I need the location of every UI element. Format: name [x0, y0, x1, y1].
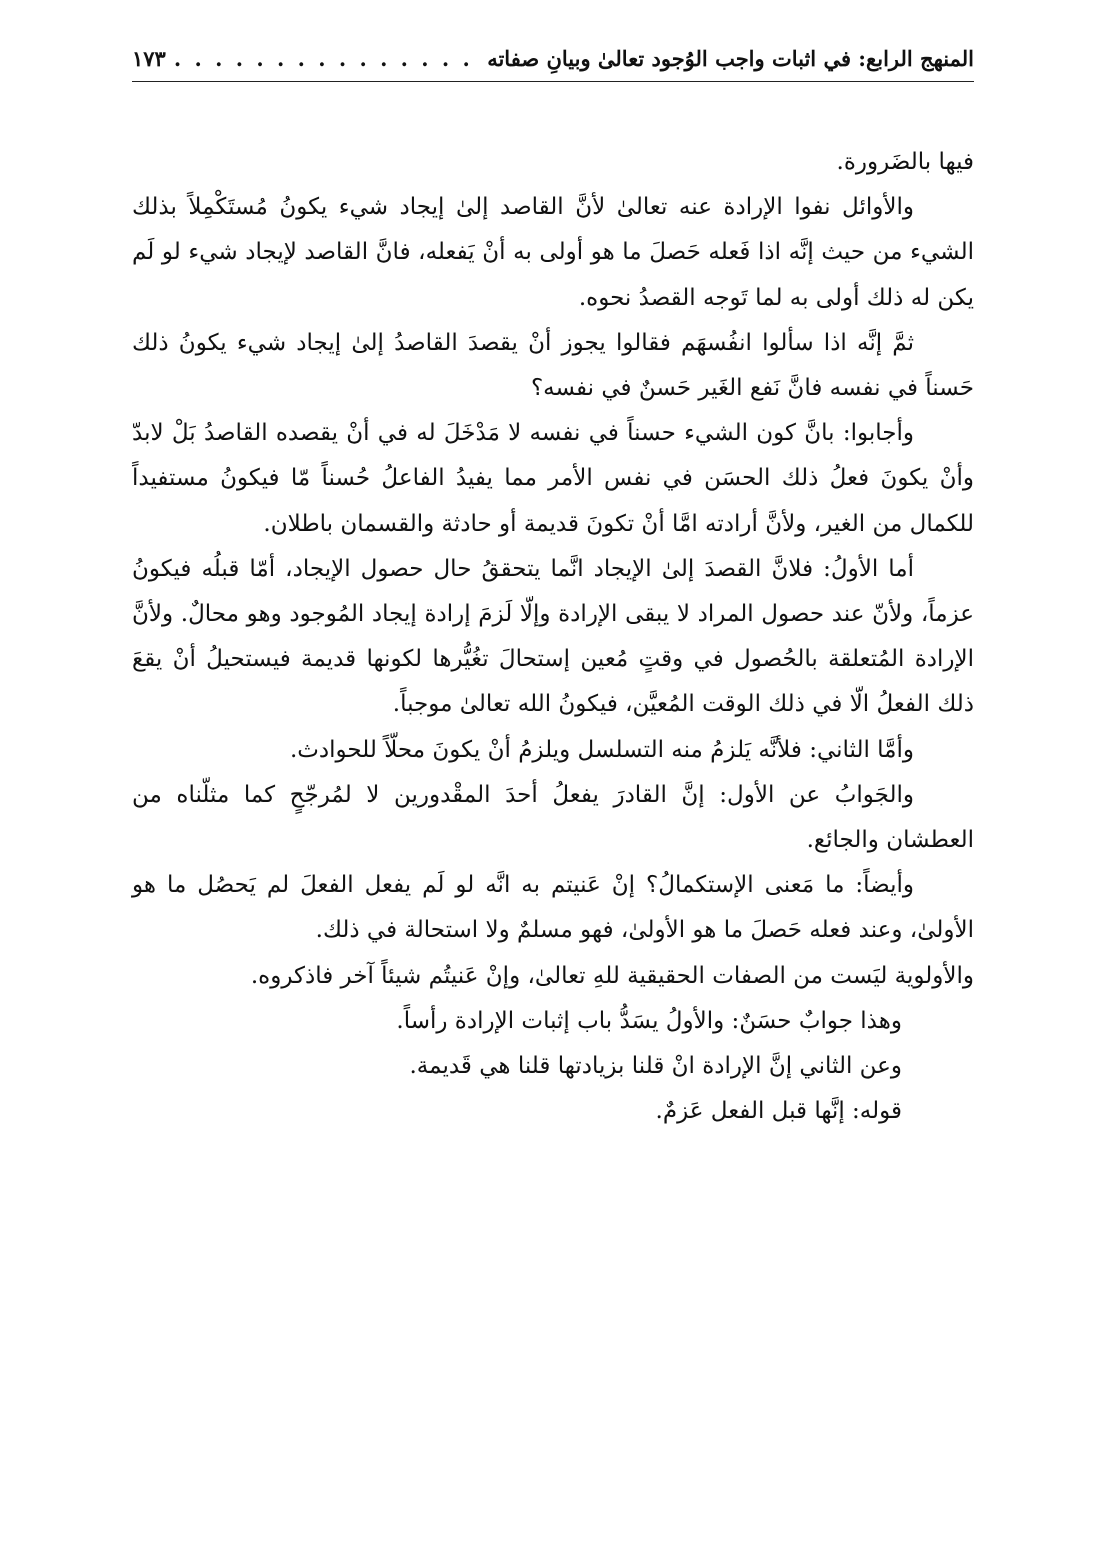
paragraph: والأولوية ليَست من الصفات الحقيقية للهِ تعالىٰ، وإنْ عَنيتُم شيئاً آخر فاذكروه. [250, 962, 974, 989]
paragraph: أما الأولُ: فلانَّ القصدَ إلىٰ الإيجاد انَّما يتحققُ حال حصول الإيجاد، أمّا قبلُه فيكونُ عزماً، ولأنّ عند حصول المراد لا يبقى الإرادة وإلّا لَزمَ إرادة إيجاد المُوجود وهو محالٌ. ولأنَّ الإرادة المُتعلقة بالحُصول في وقتٍ مُعين إستحالَ تغُيُّرها لكونها قديمة فيستحيلُ أنْ يقعَ ذلك الفعلُ الّا في ذلك الوقت المُعيَّن، فيكونُ الله تعالىٰ موجباً. [132, 555, 974, 718]
paragraph: وأيضاً: ما مَعنى الإستكمالُ؟ إنْ عَنيتم به انَّه لو لَم يفعل الفعلَ لم يَحصُل ما هو الأولىٰ، وعند فعله حَصلَ ما هو الأولىٰ، فهو مسلمٌ ولا استحالة في ذلك. [132, 872, 974, 944]
dot-leader [174, 46, 479, 71]
header-rule [132, 81, 974, 82]
running-header [132, 38, 974, 78]
paragraph: والجَوابُ عن الأول: إنَّ القادرَ يفعلُ أحدَ المقْدورين لا لمُرجّحٍ كما مثلّناه من العطشان والجائع. [132, 781, 974, 854]
paragraph: وأجابوا: بانَّ كون الشيء حسناً في نفسه لا مَدْخَلَ له في أنْ يقصده القاصدُ بَلْ لابدّ وأنْ يكونَ فعلُ ذلك الحسَن في نفس الأمر مما يفيدُ الفاعلُ حُسناً مّا فيكونُ مستفيداً للكمال من الغير، ولأنَّ أرادته امَّا أنْ تكونَ قديمة أو حادثة والقسمان باطلان. [132, 420, 974, 537]
paragraph: والأوائل نفوا الإرادة عنه تعالىٰ لأنَّ القاصد إلىٰ إيجاد شيء يكونُ مُستَكْمِلاً بذلك الشيء من حيث إنَّه اذا فَعله حَصلَ ما هو أولى به أنْ يَفعله، فانَّ القاصد لإيجاد شيء لو لَم يكن له ذلك أولى به لما تَوجه القصدُ نحوه. [132, 194, 974, 311]
paragraph: فيها بالضَرورة. [836, 149, 974, 175]
paragraph: وعن الثاني إنَّ الإرادة انْ قلنا بزيادتها قلنا هي قَديمة. [409, 1053, 902, 1080]
body-text [132, 140, 974, 1134]
paragraph: قوله: إنَّها قبل الفعل عَزمٌ. [655, 1098, 902, 1125]
paragraph: وهذا جوابٌ حسَنٌ: والأولُ يسَدُّ باب إثبات الإرادة رأساً. [396, 1007, 902, 1034]
paragraph: وأمَّا الثاني: فلأنَّه يَلزمُ منه التسلسل ويلزمُ أنْ يكونَ محلّاً للحوادث. [289, 736, 914, 763]
chapter-title: المنهج الرابع: في اثبات واجب الوُجود تعالىٰ وبيانِ صفاته [487, 45, 974, 71]
page-number: ١٧٣ [132, 45, 166, 71]
paragraph: ثمَّ إنَّه اذا سألوا انفُسهَم فقالوا يجوز أنْ يقصدَ القاصدُ إلىٰ إيجاد شيء يكونُ ذلك حَسناً في نفسه فانَّ نَفع الغَير حَسنٌ في نفسه؟ [132, 329, 974, 402]
